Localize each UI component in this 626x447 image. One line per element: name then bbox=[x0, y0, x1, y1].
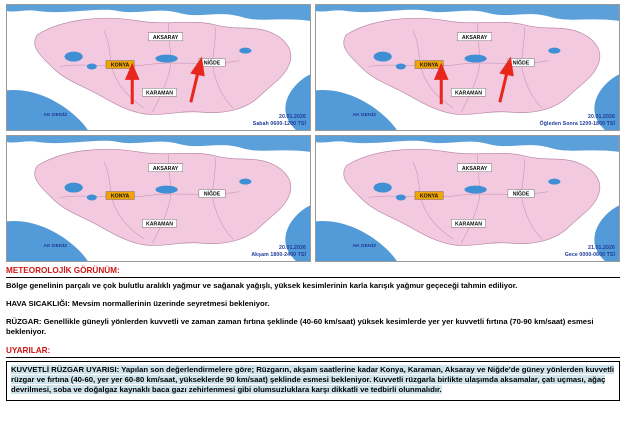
map-panel-bottom-right[interactable] bbox=[315, 135, 620, 262]
meteorology-paragraph: Bölge genelinin parçalı ve çok bulutlu aralıklı yağmur ve sağanak yağışlı, yüksek kesimlerinin karla karışık yağmur geçeceği tahmin ediliyor. bbox=[6, 281, 518, 290]
svg-text:KARAMAN: KARAMAN bbox=[145, 90, 174, 97]
map-graphic bbox=[316, 136, 619, 261]
svg-text:NİĞDE: NİĞDE bbox=[512, 60, 530, 67]
divider-warnings bbox=[6, 357, 620, 358]
sea-label: AK DENİZ bbox=[352, 243, 377, 250]
map-image-bottom-left bbox=[7, 136, 310, 261]
map-panel-top-left[interactable] bbox=[6, 4, 311, 131]
warnings-heading: UYARILAR: bbox=[6, 345, 51, 355]
svg-text:AKSARAY: AKSARAY bbox=[152, 165, 179, 172]
temperature-paragraph: HAVA SICAKLIĞI: Mevsim normallerinin üzerinde seyretmesi bekleniyor. bbox=[6, 299, 270, 309]
map-timestamp-bottom-right: 21.01.2026 Gece 0000-0600 TSİ bbox=[564, 245, 615, 258]
wind-paragraph: RÜZGAR: Genellikle güneyli yönlerden kuvvetli ve zaman zaman fırtına şeklinde (40-60 km/saat) yüksek kesimlerde yer yer kuvvetli fırtına (70-90 km/saat) esmesi bekleniyor. bbox=[6, 317, 594, 337]
map-image-top-left bbox=[7, 5, 310, 130]
map-timestamp-top-right: 20.01.2026 Öğleden Sonra 1200-1800 TSİ bbox=[539, 114, 615, 127]
map-graphic bbox=[7, 5, 310, 130]
map-image-top-right bbox=[316, 5, 619, 130]
sea-label: AK DENİZ bbox=[43, 243, 68, 250]
map-panel-bottom-left[interactable] bbox=[6, 135, 311, 262]
warning-paragraph: KUVVETLİ RÜZGAR UYARISI: Yapılan son değerlendirmelere göre; Rüzgarın, akşam saatlerine kadar Konya, Karaman, Aksaray ve Niğde'de güney yönlerden kuvvetli rüzgar ve fırtına (40-60, yer yer 60-80 km/saat, yükseklerde 90 km/saat) şeklinde esmesi bekleniyor. Kuvvetli rüzgarla birlikte ulaşımda aksamalar, çatı uçması, ağaç devrilmesi, soba ve doğalgaz kaynaklı baca gazı zehirlenmesi gibi olumsuzluklara karşı dikkatli ve tedbirli olunmalıdır. bbox=[11, 364, 615, 395]
map-timestamp-bottom-left: 20.01.2026 Akşam 1800-2400 TSİ bbox=[251, 245, 306, 258]
meteorology-heading: METEOROLOJİK GÖRÜNÜM: bbox=[6, 266, 120, 275]
divider-meteorology bbox=[6, 277, 620, 278]
map-panel-top-right[interactable] bbox=[315, 4, 620, 131]
svg-text:AKSARAY: AKSARAY bbox=[152, 34, 179, 41]
svg-text:KARAMAN: KARAMAN bbox=[145, 221, 174, 228]
sea-label: AK DENİZ bbox=[352, 112, 377, 119]
svg-text:KARAMAN: KARAMAN bbox=[454, 90, 483, 97]
map-timestamp-top-left: 20.01.2026 Sabah 0600-1200 TSİ bbox=[252, 114, 306, 127]
svg-text:KONYA: KONYA bbox=[419, 193, 439, 200]
warning-box bbox=[6, 361, 620, 401]
svg-text:NİĞDE: NİĞDE bbox=[203, 191, 221, 198]
svg-text:KONYA: KONYA bbox=[110, 62, 130, 69]
svg-text:AKSARAY: AKSARAY bbox=[461, 165, 488, 172]
svg-text:KONYA: KONYA bbox=[419, 62, 439, 69]
sea-label: AK DENİZ bbox=[43, 112, 68, 119]
svg-text:NİĞDE: NİĞDE bbox=[203, 60, 221, 67]
svg-text:KARAMAN: KARAMAN bbox=[454, 221, 483, 228]
svg-text:AKSARAY: AKSARAY bbox=[461, 34, 488, 41]
map-graphic bbox=[316, 5, 619, 130]
svg-text:NİĞDE: NİĞDE bbox=[512, 191, 530, 198]
map-image-bottom-right bbox=[316, 136, 619, 261]
bulletin-text-area bbox=[6, 266, 620, 401]
svg-text:KONYA: KONYA bbox=[110, 193, 130, 200]
map-graphic bbox=[7, 136, 310, 261]
map-grid bbox=[6, 4, 620, 262]
